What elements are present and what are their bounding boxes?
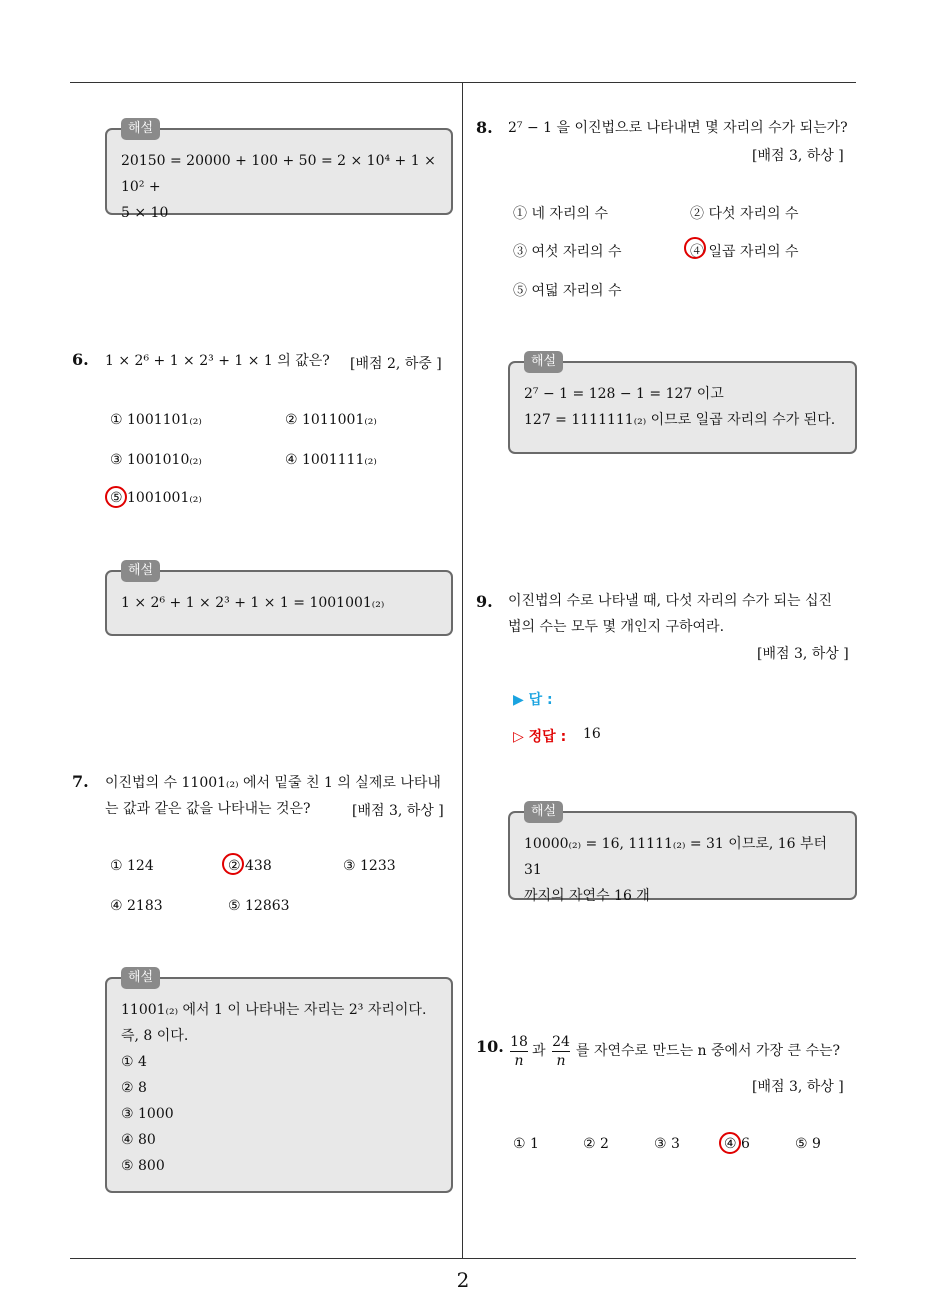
bottom-rule <box>70 1258 856 1259</box>
q8-answer-circle <box>684 237 706 259</box>
q10-frac2-den: n <box>556 1053 566 1069</box>
q6-score: [배점 2, 하중 ] <box>350 356 442 372</box>
page-number: 2 <box>456 1268 470 1292</box>
column-divider <box>462 83 463 1259</box>
q8-score: [배점 3, 하상 ] <box>752 148 844 164</box>
q8-option-4[interactable]: ④ 일곱 자리의 수 <box>690 244 799 260</box>
q8-option-1[interactable]: ① 네 자리의 수 <box>513 206 608 222</box>
q9-explain-line1: 10000₍₂₎ = 16, 11111₍₂₎ = 31 이므로, 16 부터 31 <box>524 836 828 878</box>
q10-text-and: 과 <box>532 1043 546 1059</box>
q7-option-5[interactable]: ⑤ 12863 <box>228 898 290 914</box>
q7-explain-line2: 즉, 8 이다. <box>121 1028 189 1044</box>
q6-question: 1 × 2⁶ + 1 × 2³ + 1 × 1 의 값은? <box>105 353 330 369</box>
q9-score: [배점 3, 하상 ] <box>757 646 849 662</box>
q6-option-2[interactable]: ② 1011001₍₂₎ <box>285 412 377 428</box>
q7-explain-line6: ④ 80 <box>121 1132 156 1148</box>
q8-explain-box <box>508 354 857 454</box>
q9-correct-label: ▷ 정답 : <box>513 729 567 745</box>
q10-frac1-num: 18 <box>510 1034 528 1050</box>
q10-option-2[interactable]: ② 2 <box>583 1136 609 1152</box>
q7-number: 7. <box>72 772 89 791</box>
q10-frac2-num: 24 <box>552 1034 570 1050</box>
q7-explain-line1: 11001₍₂₎ 에서 1 이 나타내는 자리는 2³ 자리이다. <box>121 1002 427 1018</box>
q10-question: 를 자연수로 만드는 n 중에서 가장 큰 수는? <box>576 1043 841 1059</box>
q10-option-5[interactable]: ⑤ 9 <box>795 1136 821 1152</box>
q5-explain-line2: 5 × 10 <box>121 205 169 221</box>
q10-answer-circle <box>719 1132 741 1154</box>
q7-explain-line5: ③ 1000 <box>121 1106 174 1122</box>
q7-answer-circle <box>222 853 244 875</box>
explain-tag: 해설 <box>121 118 160 140</box>
q9-explain-box <box>508 804 857 904</box>
explain-tag: 해설 <box>524 801 563 823</box>
q10-fraction-1 <box>510 1033 528 1070</box>
q10-score: [배점 3, 하상 ] <box>752 1079 844 1095</box>
q10-number: 10. <box>476 1037 504 1056</box>
q6-explain-line: 1 × 2⁶ + 1 × 2³ + 1 × 1 = 1001001₍₂₎ <box>121 595 385 611</box>
q8-explain-line2: 127 = 1111111₍₂₎ 이므로 일곱 자리의 수가 된다. <box>524 412 836 428</box>
q9-explain-line2: 까지의 자연수 16 개 <box>524 888 650 904</box>
explain-tag: 해설 <box>121 560 160 582</box>
q5-explain-line1: 20150 = 20000 + 100 + 50 = 2 × 10⁴ + 1 × 10² + <box>121 153 436 195</box>
q7-question-line1: 이진법의 수 11001₍₂₎ 에서 밑줄 친 1 의 실제로 나타내 <box>105 775 441 791</box>
q7-option-3[interactable]: ③ 1233 <box>343 858 396 874</box>
q8-option-3[interactable]: ③ 여섯 자리의 수 <box>513 244 622 260</box>
q8-option-5[interactable]: ⑤ 여덟 자리의 수 <box>513 283 622 299</box>
q7-score: [배점 3, 하상 ] <box>352 803 444 819</box>
q8-explain-line1: 2⁷ − 1 = 128 − 1 = 127 이고 <box>524 386 724 402</box>
q10-option-3[interactable]: ③ 3 <box>654 1136 680 1152</box>
q10-option-1[interactable]: ① 1 <box>513 1136 539 1152</box>
q7-explain-box <box>105 970 453 1193</box>
q6-explain-box <box>105 563 453 636</box>
top-rule <box>70 82 856 83</box>
q9-correct-value: 16 <box>583 726 601 742</box>
q7-explain-line4: ② 8 <box>121 1080 147 1096</box>
q9-question-line2: 법의 수는 모두 몇 개인지 구하여라. <box>508 619 725 635</box>
explain-tag: 해설 <box>121 967 160 989</box>
q7-question-line2: 는 값과 같은 값을 나타내는 것은? <box>105 801 311 817</box>
q8-question: 2⁷ − 1 을 이진법으로 나타내면 몇 자리의 수가 되는가? <box>508 120 848 136</box>
q5-explain-box <box>105 121 453 221</box>
q7-option-4[interactable]: ④ 2183 <box>110 898 163 914</box>
q6-option-4[interactable]: ④ 1001111₍₂₎ <box>285 452 377 468</box>
q6-answer-circle <box>105 486 127 508</box>
explain-tag: 해설 <box>524 351 563 373</box>
q9-question-line1: 이진법의 수로 나타낼 때, 다섯 자리의 수가 되는 십진 <box>508 593 833 609</box>
q10-frac1-den: n <box>514 1053 524 1069</box>
q6-option-1[interactable]: ① 1001101₍₂₎ <box>110 412 202 428</box>
q6-option-5[interactable]: ⑤ 1001001₍₂₎ <box>110 490 202 506</box>
q9-answer-label: ▶ 답 : <box>513 692 553 708</box>
q9-number: 9. <box>476 592 493 611</box>
q7-explain-line7: ⑤ 800 <box>121 1158 165 1174</box>
q7-option-2[interactable]: ② 438 <box>228 858 272 874</box>
q10-fraction-2 <box>552 1033 570 1070</box>
q7-explain-line3: ① 4 <box>121 1054 147 1070</box>
q8-option-2[interactable]: ② 다섯 자리의 수 <box>690 206 799 222</box>
q7-option-1[interactable]: ① 124 <box>110 858 154 874</box>
q6-option-3[interactable]: ③ 1001010₍₂₎ <box>110 452 202 468</box>
q10-option-4[interactable]: ④ 6 <box>724 1136 750 1152</box>
q8-number: 8. <box>476 118 493 137</box>
q6-number: 6. <box>72 350 89 369</box>
